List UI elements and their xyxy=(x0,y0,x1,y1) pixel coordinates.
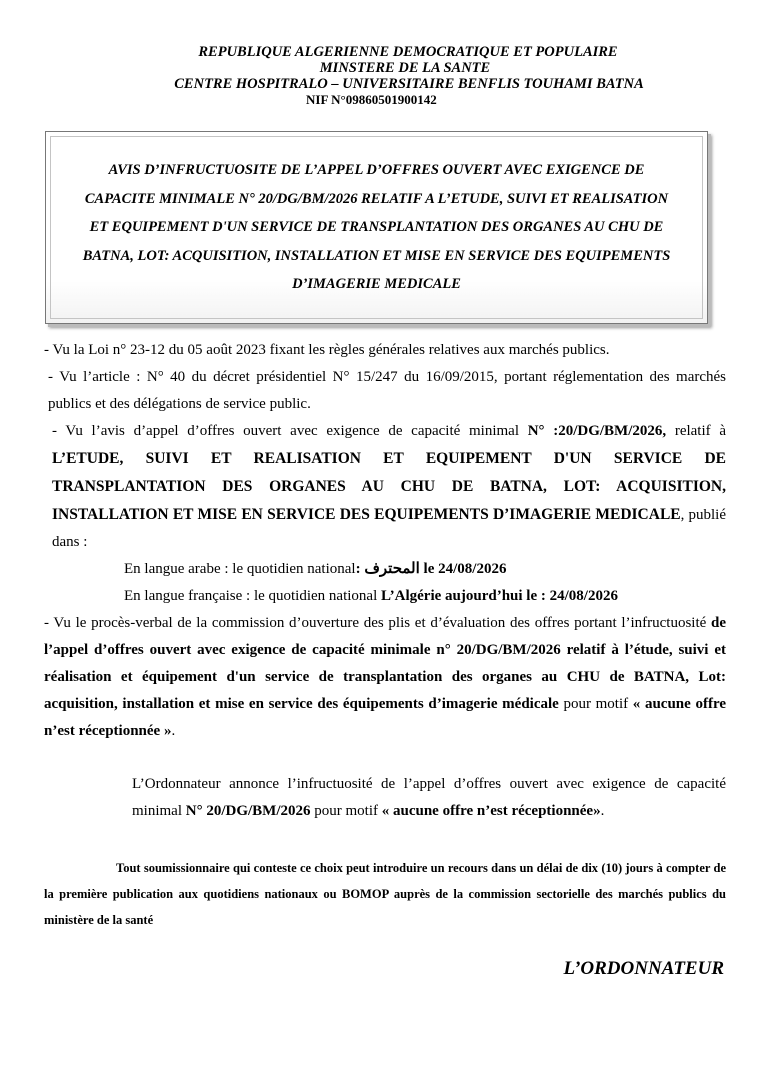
header-ministry: MINSTERE DE LA SANTE xyxy=(319,60,491,76)
publication-francais: En langue française : le quotidien national L’Algérie aujourd’hui le : 24/08/2026 xyxy=(124,588,618,604)
ordonnateur-annonce: L’Ordonnateur annonce l’infructuosité de l’appel d’offres ouvert avec exigence de capacité minimal N° 20/DG/BM/2026 pour motif « aucune offre n’est réceptionnée». xyxy=(132,776,726,819)
publication-arabe: En langue arabe : le quotidien national: المحترف le 24/08/2026 xyxy=(124,561,507,577)
header-nif: NIF N°09860501900142 xyxy=(306,92,437,107)
document-header xyxy=(0,44,768,108)
title-box xyxy=(45,131,708,324)
header-republic: REPUBLIQUE ALGERIENNE DEMOCRATIQUE ET POPULAIRE xyxy=(198,44,618,60)
vu-avis-objet: L’ETUDE, SUIVI ET REALISATION ET EQUIPEMENT D'UN SERVICE DE TRANSPLANTATION DES ORGANES AU CHU DE BATNA, LOT: ACQUISITION, INSTALLATION ET MISE EN SERVICE DES EQUIPEMENTS D’IMAGERIE MEDICALE xyxy=(52,450,726,523)
document-body xyxy=(44,337,726,825)
signature-ordonnateur: L’ORDONNATEUR xyxy=(563,958,724,979)
ord-motif: « aucune offre n’est réceptionnée» xyxy=(381,803,601,819)
ord-number: N° 20/DG/BM/2026 xyxy=(185,803,311,819)
journal-francais: L’Algérie aujourd’hui le : 24/08/2026 xyxy=(381,588,618,604)
header-hospital: CENTRE HOSPITRALO – UNIVERSITAIRE BENFLIS TOUHAMI BATNA xyxy=(174,76,644,92)
vu-avis: - Vu l’avis d’appel d’offres ouvert avec exigence de capacité minimal N° :20/DG/BM/2026, relatif à L’ETUDE, SUIVI ET REALISATION ET EQUIPEMENT D'UN SERVICE DE TRANSPLANTATION DES ORGANES AU CHU DE BATNA, LOT: ACQUISITION, INSTALLATION ET MISE EN SERVICE DES EQUIPEMENTS D’IMAGERIE MEDICALE, publié dans : xyxy=(52,423,726,550)
vu-proces-verbal: - Vu le procès-verbal de la commission d’ouverture des plis et d’évaluation des offres portant l’infructuosité de l’appel d’offres ouvert avec exigence de capacité minimale n° 20/DG/BM/2026 relatif à l’étude, suivi et réalisation et équipement d'un service de transplantation des organes au CHU de BATNA, Lot: acquisition, installation et mise en service des équipements d’imagerie médicale pour motif « aucune offre n’est réceptionnée ». xyxy=(44,615,726,739)
vu-loi: - Vu la Loi n° 23-12 du 05 août 2023 fixant les règles générales relatives aux marchés publics. xyxy=(44,342,610,358)
vu-avis-number: N° :20/DG/BM/2026, xyxy=(527,423,667,439)
vu-article: - Vu l’article : N° 40 du décret présidentiel N° 15/247 du 16/09/2015, portant réglementation des marchés publics et des délégations de service public. xyxy=(48,369,726,412)
pv-motif: « aucune offre n’est réceptionnée » xyxy=(44,696,726,739)
notice-title: AVIS D’INFRUCTUOSITE DE L’APPEL D’OFFRES OUVERT AVEC EXIGENCE DE CAPACITE MINIMALE N° 20/DG/BM/2026 RELATIF A L’ETUDE, SUIVI ET REALISATION ET EQUIPEMENT D'UN SERVICE DE TRANSPLANTATION DES ORGANES AU CHU DE BATNA, LOT: ACQUISITION, INSTALLATION ET MISE EN SERVICE DES EQUIPEMENTS D’IMAGERIE MEDICALE xyxy=(82,162,671,292)
pv-objet: de l’appel d’offres ouvert avec exigence de capacité minimale n° 20/DG/BM/2026 relatif à l’étude, suivi et réalisation et équipement d'un service de transplantation des organes au CHU de BATNA, Lot: acquisition, installation et mise en service des équipements d’imagerie médicale xyxy=(44,615,726,712)
recours-notice: Tout soumissionnaire qui conteste ce choix peut introduire un recours dans un délai de dix (10) jours à compter de la première publication aux quotidiens nationaux ou BOMOP auprès de la commission sectorielle des marchés publics du ministère de la santé xyxy=(44,861,726,927)
journal-arabe: : المحترف le 24/08/2026 xyxy=(355,561,507,577)
